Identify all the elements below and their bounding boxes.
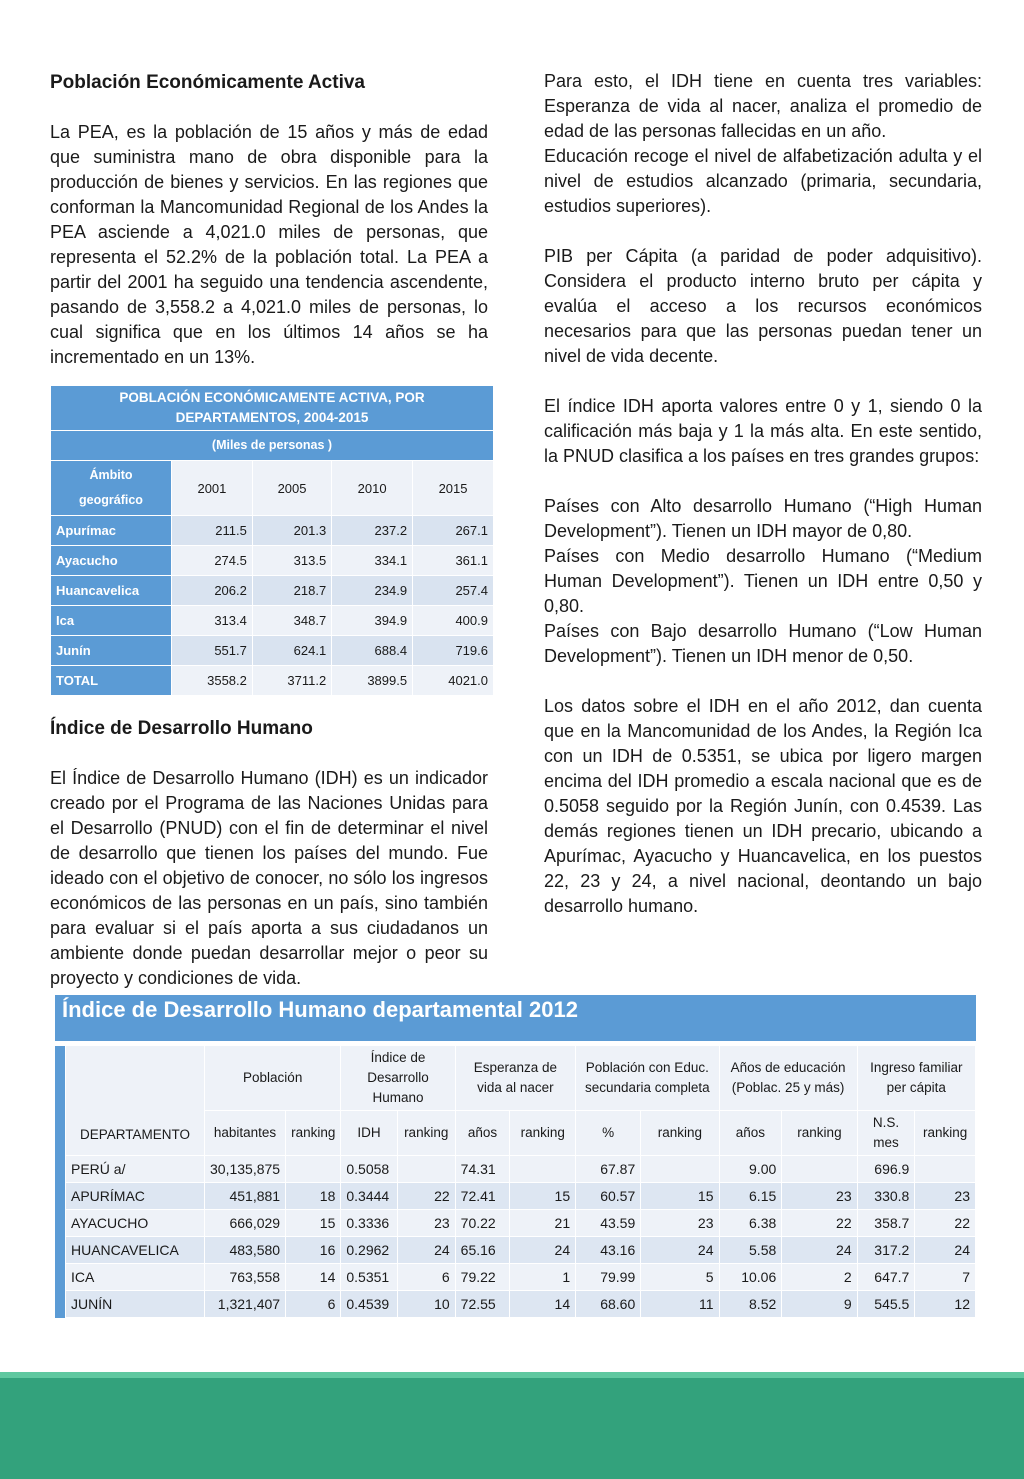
idh-paragraph: El Índice de Desarrollo Humano (IDH) es un indicador creado por el Programa de las Naciones Unidas para el Desarrollo (PNUD) con el fin de determinar el nivel de desarrollo que tienen los países del mundo. Fue ideado con el objetivo de conocer, no sólo los ingresos económicos de las personas en un país, sino también para evaluar si el país aporta a sus ciudadanos un ambiente donde puedan desarrollar mejor o peor su proyecto y condiciones de vida. [50, 768, 488, 988]
data-cell: 22 [397, 1183, 455, 1210]
data-cell [286, 1156, 341, 1183]
data-cell: 16 [286, 1237, 341, 1264]
subheader: ranking [641, 1111, 719, 1156]
data-cell: 0.4539 [341, 1291, 397, 1318]
pea-value: 688.4 [332, 636, 413, 666]
row-stripe [55, 1210, 66, 1237]
data-cell: 8.52 [719, 1291, 782, 1318]
subheader: habitantes [205, 1111, 286, 1156]
row-stripe [55, 1046, 66, 1156]
data-cell: 79.22 [455, 1264, 510, 1291]
subheader: años [719, 1111, 782, 1156]
data-cell [641, 1156, 719, 1183]
pea-value: 3711.2 [252, 666, 331, 696]
pea-dept: Huancavelica [51, 576, 172, 606]
data-cell: 5.58 [719, 1237, 782, 1264]
pea-table-subtitle: (Miles de personas ) [51, 431, 494, 461]
pea-value: 237.2 [332, 516, 413, 546]
data-cell: 7 [915, 1264, 976, 1291]
pea-col-header: Ámbito geográfico [51, 461, 172, 516]
pea-value: 313.5 [252, 546, 331, 576]
pea-value: 348.7 [252, 606, 331, 636]
header-educ-secundaria: Población con Educ. secundaria completa [576, 1046, 719, 1111]
data-cell: 60.57 [576, 1183, 641, 1210]
data-cell: 6 [397, 1264, 455, 1291]
pea-dept: Junín [51, 636, 172, 666]
data-cell: 70.22 [455, 1210, 510, 1237]
data-cell: 14 [286, 1264, 341, 1291]
table-row [55, 1291, 976, 1318]
header-ingreso: Ingreso familiar per cápita [857, 1046, 975, 1111]
row-stripe [55, 1291, 66, 1318]
data-cell: 545.5 [857, 1291, 915, 1318]
data-cell: 24 [915, 1237, 976, 1264]
dept-name-cell: APURÍMAC [66, 1183, 205, 1210]
paragraph: Educación recoge el nivel de alfabetización adulta y el nivel de estudios alcanzado (primaria, secundaria, estudios superiores). [544, 146, 982, 216]
pea-value: 267.1 [413, 516, 494, 546]
data-cell [397, 1156, 455, 1183]
data-cell: 23 [782, 1183, 857, 1210]
paragraph: Países con Alto desarrollo Humano (“High Human Development”). Tienen un IDH mayor de 0,80. [544, 496, 982, 541]
data-cell: 79.99 [576, 1264, 641, 1291]
subheader: ranking [915, 1111, 976, 1156]
data-cell: 11 [641, 1291, 719, 1318]
data-cell [782, 1156, 857, 1183]
data-cell: 72.55 [455, 1291, 510, 1318]
pea-value: 257.4 [413, 576, 494, 606]
data-cell: 10 [397, 1291, 455, 1318]
subheader: IDH [341, 1111, 397, 1156]
table-row [55, 1183, 976, 1210]
pea-value: 3558.2 [172, 666, 253, 696]
table-row [51, 636, 494, 666]
subheader: ranking [782, 1111, 857, 1156]
pea-value: 234.9 [332, 576, 413, 606]
pea-table [50, 385, 494, 696]
footer-band [0, 1378, 1024, 1479]
data-cell: 23 [397, 1210, 455, 1237]
data-cell: 14 [510, 1291, 576, 1318]
dept-name-cell: AYACUCHO [66, 1210, 205, 1237]
data-cell: 0.5351 [341, 1264, 397, 1291]
pea-value: 218.7 [252, 576, 331, 606]
data-cell: 67.87 [576, 1156, 641, 1183]
pea-value: 201.3 [252, 516, 331, 546]
data-cell: 1 [510, 1264, 576, 1291]
pea-value: 274.5 [172, 546, 253, 576]
pea-value: 313.4 [172, 606, 253, 636]
pea-paragraph: La PEA, es la población de 15 años y más de edad que suministra mano de obra disponible para la producción de bienes y servicios. En las regiones que conforman la Mancomunidad Regional de los Andes la PEA asciende a 4,021.0 miles de personas, que representa el 52.2% de la población total. La PEA a partir del 2001 ha seguido una tendencia ascendente, pasando de 3,558.2 a 4,021.0 miles de personas, lo cual significa que en los últimos 14 años se ha incrementado en un 13%. [50, 122, 488, 367]
data-cell: 21 [510, 1210, 576, 1237]
pea-dept: Ica [51, 606, 172, 636]
data-cell: 12 [915, 1291, 976, 1318]
table-row [51, 546, 494, 576]
pea-value: 551.7 [172, 636, 253, 666]
data-cell: 1,321,407 [205, 1291, 286, 1318]
data-cell: 10.06 [719, 1264, 782, 1291]
subheader: N.S. mes [857, 1111, 915, 1156]
dept-name-cell: JUNÍN [66, 1291, 205, 1318]
data-cell: 22 [782, 1210, 857, 1237]
data-cell: 6.15 [719, 1183, 782, 1210]
table-row [55, 1210, 976, 1237]
data-cell: 0.3336 [341, 1210, 397, 1237]
data-cell: 330.8 [857, 1183, 915, 1210]
dept-name-cell: ICA [66, 1264, 205, 1291]
pea-year-header: 2010 [332, 461, 413, 516]
pea-value: 334.1 [332, 546, 413, 576]
pea-value: 211.5 [172, 516, 253, 546]
pea-dept: Apurímac [51, 516, 172, 546]
paragraph: Países con Bajo desarrollo Humano (“Low Human Development”). Tienen un IDH menor de 0,50. [544, 621, 982, 666]
data-cell [915, 1156, 976, 1183]
idh-table [55, 1045, 976, 1318]
data-cell: 6.38 [719, 1210, 782, 1237]
data-cell: 15 [286, 1210, 341, 1237]
data-cell: 23 [641, 1210, 719, 1237]
pea-heading: Población Económicamente Activa [50, 72, 365, 93]
data-cell: 23 [915, 1183, 976, 1210]
header-anos-educacion: Años de educación (Poblac. 25 y más) [719, 1046, 857, 1111]
paragraph: PIB per Cápita (a paridad de poder adquisitivo). Considera el producto interno bruto per cápita y evalúa el acceso a los recursos económicos necesarios para que las personas puedan tener un nivel de vida decente. [544, 246, 982, 366]
data-cell: 5 [641, 1264, 719, 1291]
table-row [51, 576, 494, 606]
table-row [55, 1237, 976, 1264]
data-cell: 43.59 [576, 1210, 641, 1237]
data-cell: 30,135,875 [205, 1156, 286, 1183]
data-cell: 2 [782, 1264, 857, 1291]
data-cell: 358.7 [857, 1210, 915, 1237]
header-esperanza: Esperanza de vida al nacer [455, 1046, 575, 1111]
subheader: ranking [510, 1111, 576, 1156]
paragraph: Los datos sobre el IDH en el año 2012, dan cuenta que en la Mancomunidad de los Andes, la Región Ica con un IDH de 0.5351, se ubica por ligero margen encima del IDH promedio a escala nacional que es de 0.5058 seguido por la Región Junín, con 0.4539. Las demás regiones tienen un IDH precario, ubicando a Apurímac, Ayacucho y Huancavelica, en los puestos 22, 23 y 24, a nivel nacional, deontando un bajo desarrollo humano. [544, 696, 982, 916]
data-cell: 65.16 [455, 1237, 510, 1264]
data-cell: 763,558 [205, 1264, 286, 1291]
table-row [51, 606, 494, 636]
data-cell: 24 [641, 1237, 719, 1264]
table-row [55, 1264, 976, 1291]
left-column [50, 70, 488, 991]
paragraph: Para esto, el IDH tiene en cuenta tres variables: Esperanza de vida al nacer, analiza el promedio de edad de las personas fallecidas en un año. [544, 71, 982, 141]
data-cell: 24 [782, 1237, 857, 1264]
pea-value: 361.1 [413, 546, 494, 576]
idh-heading: Índice de Desarrollo Humano [50, 718, 313, 739]
row-stripe [55, 1264, 66, 1291]
data-cell: 666,029 [205, 1210, 286, 1237]
paragraph: Países con Medio desarrollo Humano (“Medium Human Development”). Tienen un IDH entre 0,50 y 0,80. [544, 546, 982, 616]
pea-value: 394.9 [332, 606, 413, 636]
pea-value: 400.9 [413, 606, 494, 636]
header-idh: Índice de Desarrollo Humano [341, 1046, 455, 1111]
data-cell: 647.7 [857, 1264, 915, 1291]
data-cell: 0.3444 [341, 1183, 397, 1210]
data-cell: 0.2962 [341, 1237, 397, 1264]
data-cell: 15 [510, 1183, 576, 1210]
pea-year-header: 2005 [252, 461, 331, 516]
data-cell: 317.2 [857, 1237, 915, 1264]
data-cell: 9 [782, 1291, 857, 1318]
data-cell: 74.31 [455, 1156, 510, 1183]
data-cell: 9.00 [719, 1156, 782, 1183]
data-cell: 6 [286, 1291, 341, 1318]
subheader: años [455, 1111, 510, 1156]
subheader: ranking [397, 1111, 455, 1156]
data-cell: 451,881 [205, 1183, 286, 1210]
pea-year-header: 2001 [172, 461, 253, 516]
table-row [51, 666, 494, 696]
data-cell: 24 [397, 1237, 455, 1264]
paragraph: El índice IDH aporta valores entre 0 y 1, siendo 0 la calificación más baja y 1 la más alta. En este sentido, la PNUD clasifica a los países en tres grandes grupos: [544, 396, 982, 466]
pea-value: 4021.0 [413, 666, 494, 696]
data-cell: 22 [915, 1210, 976, 1237]
subheader: % [576, 1111, 641, 1156]
data-cell: 24 [510, 1237, 576, 1264]
right-column [544, 69, 982, 919]
data-cell: 0.5058 [341, 1156, 397, 1183]
pea-value: 624.1 [252, 636, 331, 666]
data-cell: 72.41 [455, 1183, 510, 1210]
data-cell: 68.60 [576, 1291, 641, 1318]
pea-dept: Ayacucho [51, 546, 172, 576]
dept-name-cell: HUANCAVELICA [66, 1237, 205, 1264]
data-cell: 15 [641, 1183, 719, 1210]
data-cell [510, 1156, 576, 1183]
pea-year-header: 2015 [413, 461, 494, 516]
subheader: ranking [286, 1111, 341, 1156]
data-cell: 43.16 [576, 1237, 641, 1264]
data-cell: 696.9 [857, 1156, 915, 1183]
data-cell: 18 [286, 1183, 341, 1210]
row-stripe [55, 1156, 66, 1183]
dept-name-cell: PERÚ a/ [66, 1156, 205, 1183]
idh-table-title: Índice de Desarrollo Humano departamental 2012 [55, 995, 976, 1041]
idh-table-section [55, 995, 976, 1318]
pea-value: 719.6 [413, 636, 494, 666]
header-poblacion: Población [205, 1046, 341, 1111]
data-cell: 483,580 [205, 1237, 286, 1264]
pea-total-label: TOTAL [51, 666, 172, 696]
table-row [55, 1156, 976, 1183]
pea-table-title: POBLACIÓN ECONÓMICAMENTE ACTIVA, POR DEPARTAMENTOS, 2004-2015 [51, 386, 494, 431]
row-stripe [55, 1237, 66, 1264]
pea-value: 206.2 [172, 576, 253, 606]
table-row [51, 516, 494, 546]
pea-value: 3899.5 [332, 666, 413, 696]
row-stripe [55, 1183, 66, 1210]
header-departamento: DEPARTAMENTO [66, 1046, 205, 1156]
